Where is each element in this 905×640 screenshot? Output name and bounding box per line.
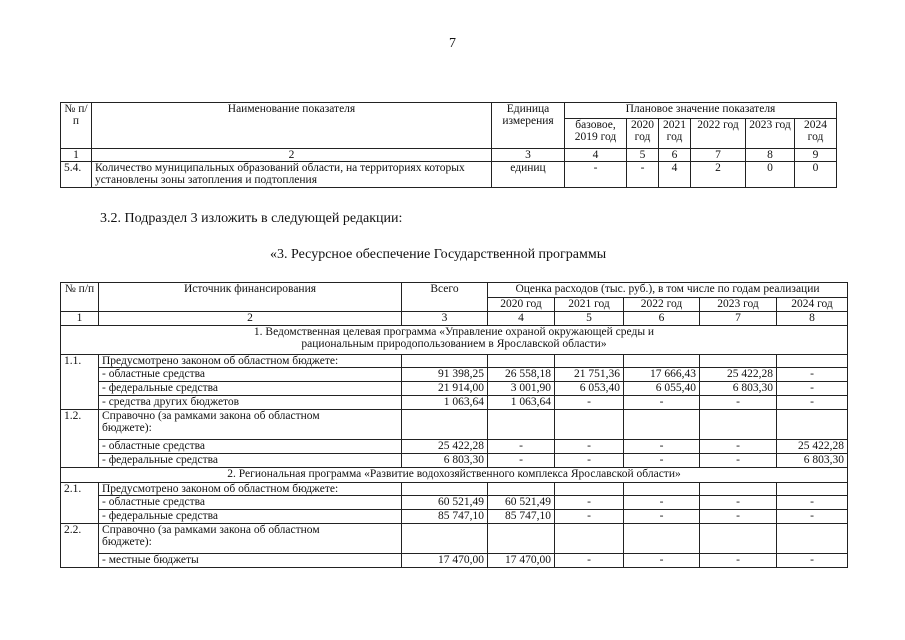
index-cell: 3 bbox=[402, 312, 488, 326]
value-cell: 1 063,64 bbox=[402, 396, 488, 410]
value-cell: - bbox=[700, 396, 777, 410]
source-cell: - местные бюджеты bbox=[99, 554, 402, 568]
table-row bbox=[61, 554, 848, 568]
source-cell: - федеральные средства bbox=[99, 382, 402, 396]
index-cell: 3 bbox=[492, 149, 565, 162]
value-cell: 6 055,40 bbox=[624, 382, 700, 396]
index-cell: 5 bbox=[555, 312, 624, 326]
col-name-header: Наименование показателя bbox=[92, 103, 492, 149]
col-estimate-header: Оценка расходов (тыс. руб.), в том числе по годам реализации bbox=[488, 283, 848, 298]
value-cell: - bbox=[555, 510, 624, 524]
index-cell: 6 bbox=[624, 312, 700, 326]
col-plan-header: Плановое значение показателя bbox=[565, 103, 837, 119]
value-cell: - bbox=[624, 454, 700, 468]
index-cell: 1 bbox=[61, 312, 99, 326]
table-row bbox=[61, 454, 848, 468]
index-cell: 1 bbox=[61, 149, 92, 162]
index-cell: 5 bbox=[627, 149, 659, 162]
value-cell: - bbox=[700, 554, 777, 568]
col-2021-header: 2021 год bbox=[555, 298, 624, 312]
value-cell: 85 747,10 bbox=[488, 510, 555, 524]
index-cell: 7 bbox=[700, 312, 777, 326]
col-2022-header: 2022 год bbox=[691, 119, 746, 149]
table-row bbox=[61, 162, 837, 188]
col-2021-header: 2021 год bbox=[659, 119, 691, 149]
index-cell: 4 bbox=[565, 149, 627, 162]
table-row bbox=[61, 396, 848, 410]
value-cell: - bbox=[777, 510, 848, 524]
table-row bbox=[61, 368, 848, 382]
value-cell: 6 803,30 bbox=[700, 382, 777, 396]
value-cell: 17 470,00 bbox=[488, 554, 555, 568]
value-cell: 26 558,18 bbox=[488, 368, 555, 382]
value-cell: - bbox=[700, 454, 777, 468]
row-num: 5.4. bbox=[61, 162, 92, 188]
index-cell: 4 bbox=[488, 312, 555, 326]
value-cell: - bbox=[555, 496, 624, 510]
col-2022-header: 2022 год bbox=[624, 298, 700, 312]
value-cell: 6 803,30 bbox=[777, 454, 848, 468]
section-title: 2. Региональная программа «Развитие водохозяйственного комплекса Ярославской области» bbox=[61, 468, 848, 483]
value-cell: - bbox=[555, 554, 624, 568]
source-cell: - областные средства bbox=[99, 368, 402, 382]
table-row bbox=[61, 440, 848, 454]
value-cell: - bbox=[777, 554, 848, 568]
value-cell: - bbox=[624, 440, 700, 454]
paragraph: 3.2. Подраздел 3 изложить в следующей редакции: bbox=[100, 211, 403, 226]
row-num: 2.2. bbox=[61, 524, 99, 568]
value-cell: - bbox=[627, 162, 659, 188]
subsection-title: Справочно (за рамками закона об областном бюджете): bbox=[99, 524, 402, 554]
col-2024-header: 2024 год bbox=[795, 119, 837, 149]
value-cell: 60 521,49 bbox=[402, 496, 488, 510]
value-cell: - bbox=[700, 440, 777, 454]
value-cell: - bbox=[488, 454, 555, 468]
value-cell: - bbox=[777, 382, 848, 396]
section-title: 1. Ведомственная целевая программа «Управление охраной окружающей среды и рациональным природопользованием в Ярославской области» bbox=[61, 326, 848, 355]
source-cell: - федеральные средства bbox=[99, 510, 402, 524]
indicator-name: Количество муниципальных образований области, на территориях которых установлены зоны затопления и подтопления bbox=[92, 162, 492, 188]
value-cell: - bbox=[565, 162, 627, 188]
value-cell: - bbox=[777, 396, 848, 410]
value-cell: - bbox=[555, 396, 624, 410]
value-cell: - bbox=[700, 496, 777, 510]
value-cell: 25 422,28 bbox=[777, 440, 848, 454]
index-cell: 2 bbox=[92, 149, 492, 162]
source-cell: - областные средства bbox=[99, 496, 402, 510]
col-unit-header: Единица измерения bbox=[492, 103, 565, 149]
index-cell: 2 bbox=[99, 312, 402, 326]
unit-cell: единиц bbox=[492, 162, 565, 188]
resource-table bbox=[60, 282, 848, 568]
value-cell: 3 001,90 bbox=[488, 382, 555, 396]
value-cell: - bbox=[624, 510, 700, 524]
section-heading: «3. Ресурсное обеспечение Государственной программы bbox=[270, 247, 607, 262]
col-2023-header: 2023 год bbox=[746, 119, 795, 149]
source-cell: - средства других бюджетов bbox=[99, 396, 402, 410]
source-cell: - областные средства bbox=[99, 440, 402, 454]
row-num: 1.2. bbox=[61, 410, 99, 468]
index-cell: 6 bbox=[659, 149, 691, 162]
subsection-title: Предусмотрено законом об областном бюджете: bbox=[99, 483, 402, 496]
col-source-header: Источник финансирования bbox=[99, 283, 402, 312]
value-cell: 85 747,10 bbox=[402, 510, 488, 524]
col-num-header: № п/п bbox=[61, 283, 99, 312]
indicator-table bbox=[60, 102, 837, 188]
value-cell: 1 063,64 bbox=[488, 396, 555, 410]
value-cell: 6 053,40 bbox=[555, 382, 624, 396]
index-cell: 7 bbox=[691, 149, 746, 162]
table-row bbox=[61, 496, 848, 510]
value-cell: - bbox=[555, 440, 624, 454]
value-cell: 60 521,49 bbox=[488, 496, 555, 510]
value-cell: - bbox=[555, 454, 624, 468]
value-cell: 2 bbox=[691, 162, 746, 188]
value-cell: - bbox=[624, 396, 700, 410]
index-cell: 8 bbox=[777, 312, 848, 326]
value-cell: - bbox=[777, 368, 848, 382]
row-num: 2.1. bbox=[61, 483, 99, 524]
value-cell: 21 914,00 bbox=[402, 382, 488, 396]
value-cell: 17 666,43 bbox=[624, 368, 700, 382]
table-row bbox=[61, 382, 848, 396]
subsection-title: Справочно (за рамками закона об областном бюджете): bbox=[99, 410, 402, 440]
value-cell: 25 422,28 bbox=[402, 440, 488, 454]
value-cell: 6 803,30 bbox=[402, 454, 488, 468]
value-cell: - bbox=[624, 496, 700, 510]
index-row bbox=[61, 149, 837, 162]
source-cell: - федеральные средства bbox=[99, 454, 402, 468]
value-cell: 91 398,25 bbox=[402, 368, 488, 382]
index-row bbox=[61, 312, 848, 326]
table-row bbox=[61, 510, 848, 524]
col-2020-header: 2020 год bbox=[627, 119, 659, 149]
page-number: 7 bbox=[449, 36, 456, 51]
value-cell: - bbox=[700, 510, 777, 524]
value-cell: 4 bbox=[659, 162, 691, 188]
value-cell: 21 751,36 bbox=[555, 368, 624, 382]
value-cell: 0 bbox=[795, 162, 837, 188]
value-cell: 0 bbox=[746, 162, 795, 188]
value-cell: 25 422,28 bbox=[700, 368, 777, 382]
col-2024-header: 2024 год bbox=[777, 298, 848, 312]
value-cell: - bbox=[777, 496, 848, 510]
value-cell: - bbox=[488, 440, 555, 454]
col-2023-header: 2023 год bbox=[700, 298, 777, 312]
col-base-header: базовое, 2019 год bbox=[565, 119, 627, 149]
index-cell: 9 bbox=[795, 149, 837, 162]
index-cell: 8 bbox=[746, 149, 795, 162]
subsection-title: Предусмотрено законом об областном бюджете: bbox=[99, 355, 402, 368]
col-2020-header: 2020 год bbox=[488, 298, 555, 312]
row-num: 1.1. bbox=[61, 355, 99, 410]
col-total-header: Всего bbox=[402, 283, 488, 312]
value-cell: 17 470,00 bbox=[402, 554, 488, 568]
value-cell: - bbox=[624, 554, 700, 568]
col-num-header: № п/п bbox=[61, 103, 92, 149]
